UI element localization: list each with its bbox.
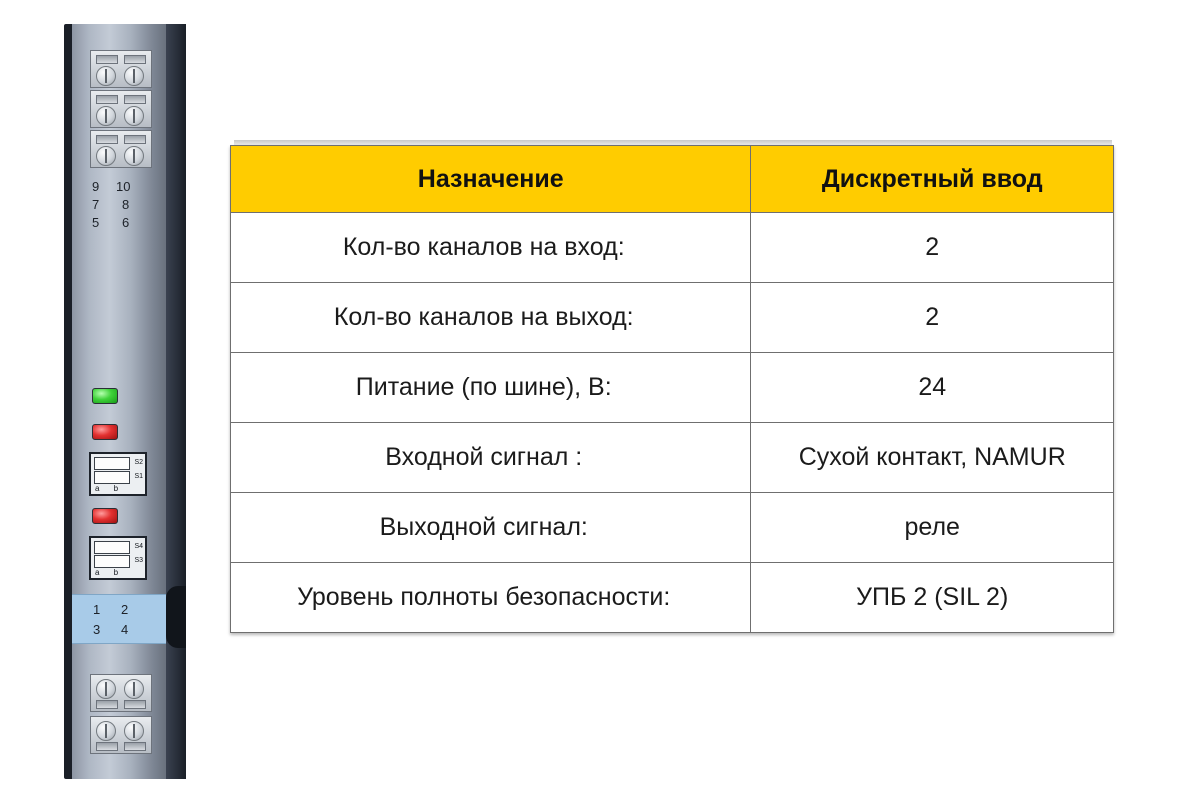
dip-switch-row-s4[interactable] [94,541,130,554]
terminal-slot-icon [96,135,118,144]
table-header-value: Дискретный ввод [751,146,1114,213]
device-module-illustration [64,24,186,779]
terminal-screw-icon [124,66,144,86]
terminal-slot-icon [96,742,118,751]
bottom-terminal-block-1 [90,674,152,712]
fault-led-red-2 [92,508,118,524]
dip-switch-label: S3 [134,557,143,564]
dip-switch-label: S2 [134,459,143,466]
row-value: реле [751,493,1114,563]
row-value: Сухой контакт, NAMUR [751,423,1114,493]
terminal-slot-icon [96,55,118,64]
table-row [231,493,1114,563]
terminal-number: 2 [121,602,129,617]
terminal-screw-icon [96,146,116,166]
terminal-number: 10 [116,179,131,194]
top-terminal-block-2 [90,90,152,128]
terminal-screw-icon [124,106,144,126]
dip-switch-label: S4 [134,543,143,550]
terminal-number: 9 [92,179,100,194]
table-header-row [231,146,1114,213]
terminal-slot-icon [124,742,146,751]
row-label: Входной сигнал : [231,423,751,493]
row-value: 2 [751,213,1114,283]
table-row [231,563,1114,633]
table-row [231,283,1114,353]
row-label: Питание (по шине), В: [231,353,751,423]
terminal-number: 1 [93,602,101,617]
bottom-terminal-block-2 [90,716,152,754]
terminal-screw-icon [124,146,144,166]
specification-table [230,145,1114,633]
terminal-slot-icon [96,95,118,104]
terminal-screw-icon [124,679,144,699]
table-row [231,213,1114,283]
terminal-slot-icon [124,135,146,144]
terminal-screw-icon [96,721,116,741]
dip-switch-ab-label: a b [95,484,125,493]
module-rail-notch [166,586,186,648]
dip-switch-row-s2[interactable] [94,457,130,470]
terminal-slot-icon [96,700,118,709]
terminal-number: 7 [92,197,100,212]
dip-switch-row-s1[interactable] [94,471,130,484]
terminal-number: 3 [93,622,101,637]
terminal-number: 6 [122,215,130,230]
row-label: Выходной сигнал: [231,493,751,563]
row-label: Кол-во каналов на вход: [231,213,751,283]
dip-switch-ab-label: a b [95,568,125,577]
terminal-number: 5 [92,215,100,230]
table-header-label: Назначение [231,146,751,213]
fault-led-red-1 [92,424,118,440]
row-value: 24 [751,353,1114,423]
dip-switch-row-s3[interactable] [94,555,130,568]
row-value: УПБ 2 (SIL 2) [751,563,1114,633]
row-label: Кол-во каналов на выход: [231,283,751,353]
dip-switch-block-s1-s2[interactable] [89,452,147,496]
bottom-terminal-number-plate [72,594,166,644]
table-body [231,213,1114,633]
terminal-screw-icon [96,66,116,86]
top-terminal-block-1 [90,50,152,88]
status-led-green [92,388,118,404]
terminal-screw-icon [96,679,116,699]
terminal-number: 4 [121,622,129,637]
module-right-rail [166,24,186,779]
dip-switch-label: S1 [134,473,143,480]
terminal-number: 8 [122,197,130,212]
table-row [231,423,1114,493]
top-terminal-block-3 [90,130,152,168]
terminal-screw-icon [96,106,116,126]
row-label: Уровень полноты безопасности: [231,563,751,633]
terminal-slot-icon [124,55,146,64]
dip-switch-block-s3-s4[interactable] [89,536,147,580]
row-value: 2 [751,283,1114,353]
terminal-slot-icon [124,700,146,709]
terminal-slot-icon [124,95,146,104]
terminal-screw-icon [124,721,144,741]
table-row [231,353,1114,423]
